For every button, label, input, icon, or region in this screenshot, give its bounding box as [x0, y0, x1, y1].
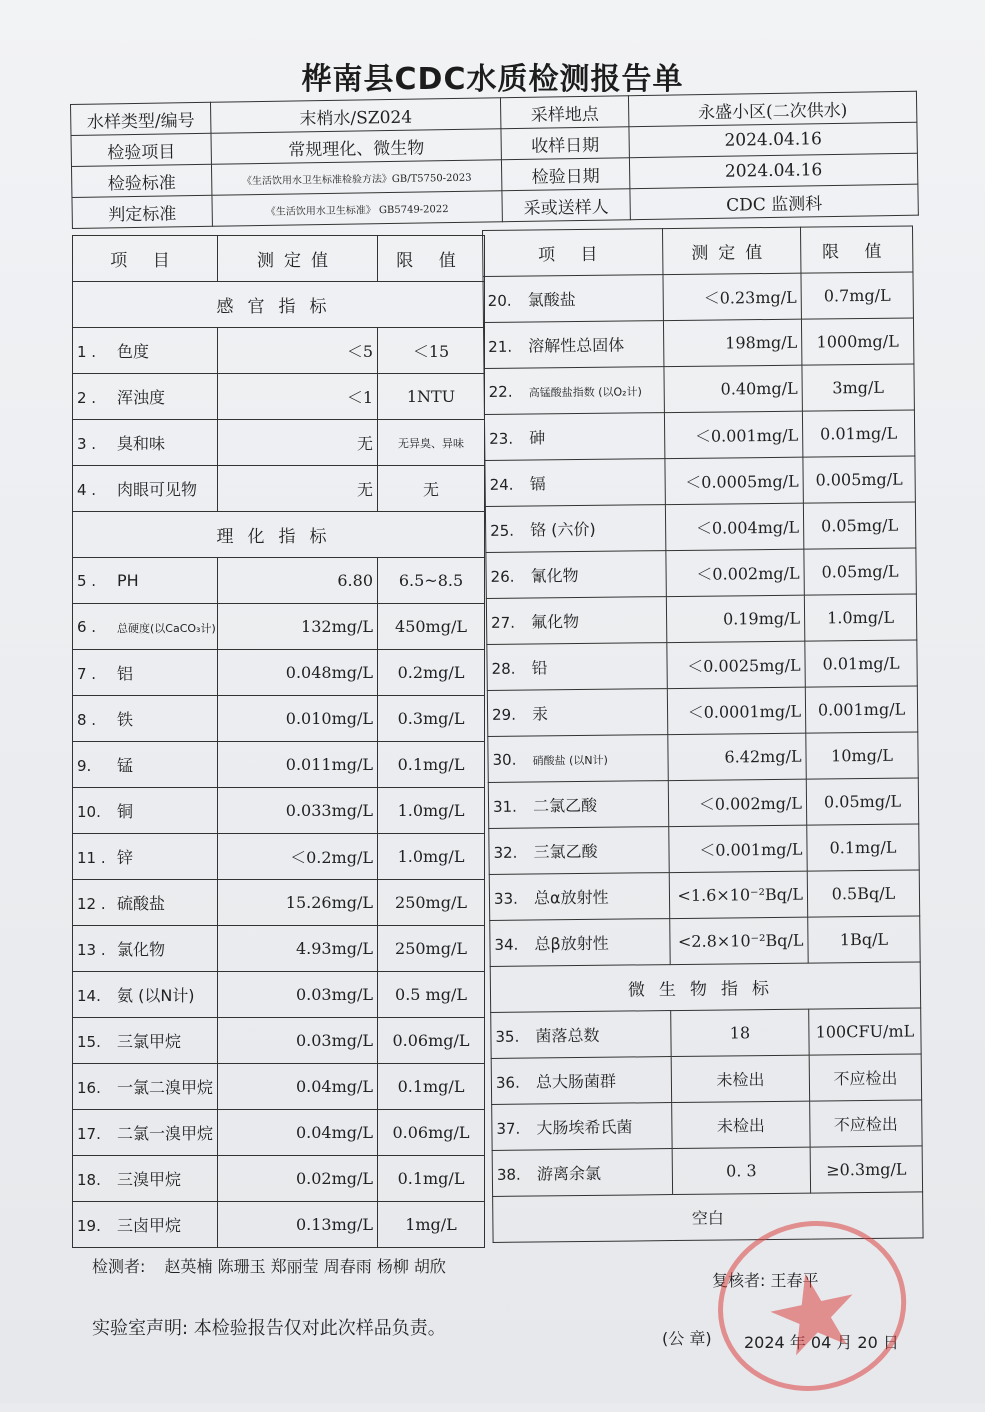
section-micro: 微生物指标 — [490, 962, 920, 1013]
info-label: 检验标准 — [71, 164, 211, 197]
item-cell — [73, 420, 218, 466]
measured-value: 6.80 — [218, 558, 378, 604]
measured-value: 6.42mg/L — [668, 733, 806, 780]
limit-value: 0.01mg/L — [802, 410, 914, 457]
item-number: 38. — [496, 1165, 521, 1184]
measured-value: 0.011mg/L — [218, 742, 378, 788]
item-number: 28. — [491, 659, 516, 678]
limit-value: 10mg/L — [806, 732, 918, 779]
result-row — [73, 788, 485, 834]
measured-value: 18 — [671, 1009, 809, 1056]
item-number: 16. — [77, 1079, 101, 1097]
item-name: 硫酸盐 — [117, 894, 166, 913]
info-label: 检验日期 — [501, 158, 629, 191]
limit-value: 1Bq/L — [808, 916, 920, 963]
result-row — [492, 1100, 922, 1151]
limit-value: 0.1mg/L — [378, 1064, 485, 1110]
limit-value: 0.1mg/L — [378, 742, 485, 788]
item-name: 三氯甲烷 — [117, 1032, 182, 1051]
item-cell — [486, 597, 666, 645]
section-row-micro — [490, 962, 920, 1013]
item-number: 23. — [489, 429, 514, 448]
limit-value: 0.06mg/L — [378, 1018, 485, 1064]
result-row — [73, 696, 485, 742]
info-value: 末梢水/SZ024 — [210, 98, 500, 134]
info-label: 收样日期 — [501, 127, 629, 160]
item-name: 氯酸盐 — [527, 290, 576, 310]
measured-value: 0.04mg/L — [218, 1110, 378, 1156]
lab-statement: 实验室声明: 本检验报告仅对此次样品负责。 — [92, 1318, 446, 1339]
item-name: 臭和味 — [117, 434, 166, 453]
result-row — [73, 328, 485, 374]
limit-value: 0.1mg/L — [378, 1156, 485, 1202]
info-label: 采或送样人 — [502, 189, 630, 222]
item-number: 31. — [492, 797, 517, 816]
limit-value: 450mg/L — [378, 604, 485, 650]
result-row — [484, 410, 914, 461]
item-number: 30. — [492, 750, 517, 769]
item-number: 12 . — [77, 895, 106, 913]
item-name: 肉眼可见物 — [117, 480, 198, 499]
item-cell — [487, 689, 667, 737]
measured-value: ＜0.004mg/L — [665, 503, 803, 550]
item-name: 一氯二溴甲烷 — [117, 1078, 214, 1097]
item-cell — [73, 834, 218, 880]
item-name: 二氯一溴甲烷 — [117, 1124, 214, 1143]
item-cell — [491, 1011, 671, 1059]
measured-value: ＜0.0001mg/L — [667, 687, 805, 734]
limit-value: 无 — [378, 466, 485, 512]
inspectors-label: 检测者: — [92, 1257, 146, 1276]
item-cell — [486, 551, 666, 599]
limit-value: 1000mg/L — [801, 318, 913, 365]
section-row-physchem — [73, 512, 485, 558]
info-value: CDC 监测科 — [630, 184, 918, 220]
item-name: 总硬度(以CaCO₃计) — [117, 622, 216, 635]
limit-value: 0.06mg/L — [378, 1110, 485, 1156]
info-label: 采样地点 — [500, 96, 628, 129]
limit-value: 0.7mg/L — [801, 272, 913, 319]
info-value: 2024.04.16 — [629, 122, 917, 158]
item-name: 色度 — [117, 342, 150, 361]
item-cell — [73, 466, 218, 512]
item-name: 铝 — [117, 664, 134, 683]
column-header-row-right — [483, 226, 913, 277]
info-label: 水样类型/编号 — [71, 102, 211, 135]
measured-value: 0.04mg/L — [218, 1064, 378, 1110]
item-number: 27. — [491, 613, 516, 632]
limit-value: 不应检出 — [809, 1054, 921, 1101]
item-number: 33. — [493, 889, 518, 908]
col-limit-header-right: 限 值 — [800, 226, 912, 273]
measured-value: ＜0.002mg/L — [666, 549, 804, 596]
inspectors-line — [92, 1254, 446, 1277]
item-number: 11 . — [77, 849, 106, 867]
measured-value: 132mg/L — [218, 604, 378, 650]
limit-value: 0.01mg/L — [805, 640, 917, 687]
item-name: 大肠埃希氏菌 — [536, 1117, 633, 1138]
result-row — [486, 594, 916, 645]
measured-value: 198mg/L — [663, 319, 801, 366]
limit-value: 0.05mg/L — [804, 548, 916, 595]
item-number: 17. — [77, 1125, 101, 1143]
result-row — [73, 1064, 485, 1110]
result-row — [487, 686, 917, 737]
item-name: 铁 — [117, 710, 134, 729]
limit-value: 0.001mg/L — [805, 686, 917, 733]
item-name: 镉 — [529, 474, 546, 494]
result-row — [73, 420, 485, 466]
col-item-header-right: 项 目 — [483, 229, 663, 277]
result-row — [491, 1054, 921, 1105]
measured-value: 0.19mg/L — [666, 595, 804, 642]
item-number: 21. — [488, 337, 513, 356]
info-value: 常规理化、微生物 — [211, 129, 501, 165]
result-row — [73, 558, 485, 604]
result-row — [73, 374, 485, 420]
info-label: 检验项目 — [71, 133, 211, 166]
result-row — [484, 364, 914, 415]
item-number: 37. — [496, 1119, 521, 1138]
report-date: 2024 年 04 月 20 日 — [744, 1333, 899, 1352]
info-value: 2024.04.16 — [629, 153, 917, 189]
item-number: 32. — [493, 843, 518, 862]
item-cell — [73, 788, 218, 834]
item-cell — [492, 1149, 672, 1197]
limit-value: 无异臭、异味 — [378, 420, 485, 466]
info-value: 《生活饮用水卫生标准》 GB5749-2022 — [212, 191, 502, 227]
blank-cell: 空白 — [493, 1192, 923, 1243]
item-number: 9. — [77, 757, 92, 775]
item-name: 锰 — [117, 756, 134, 775]
measured-value: 0.048mg/L — [218, 650, 378, 696]
item-number: 26. — [490, 567, 515, 586]
item-name: 氰化物 — [530, 566, 579, 586]
limit-value: 不应检出 — [810, 1100, 922, 1147]
item-name: 三氯乙酸 — [533, 841, 598, 862]
item-name: 铜 — [117, 802, 134, 821]
measured-value: 0. 3 — [672, 1147, 810, 1194]
inspectors-names: 赵英楠 陈珊玉 郑丽莹 周春雨 杨柳 胡欣 — [164, 1257, 446, 1276]
item-cell — [490, 919, 670, 967]
item-cell — [484, 367, 664, 415]
limit-value: 250mg/L — [378, 880, 485, 926]
item-number: 36. — [495, 1073, 520, 1092]
item-cell — [484, 413, 664, 461]
seal-label: (公 章) — [662, 1329, 712, 1348]
item-name: 硝酸盐 (以N计) — [532, 753, 608, 768]
result-row — [73, 1202, 485, 1248]
measured-value: ＜0.0005mg/L — [665, 457, 803, 504]
measured-value: ＜1 — [218, 374, 378, 420]
item-name: 氯化物 — [117, 940, 166, 959]
item-cell — [483, 321, 663, 369]
item-name: 氟化物 — [531, 612, 580, 632]
col-limit-header: 限 值 — [378, 236, 485, 282]
measured-value: 0.03mg/L — [218, 1018, 378, 1064]
result-row — [490, 916, 920, 967]
measured-value: 0.13mg/L — [218, 1202, 378, 1248]
item-number: 20. — [487, 291, 512, 310]
measured-value: ＜0.002mg/L — [668, 779, 806, 826]
result-row — [73, 650, 485, 696]
item-number: 5 . — [77, 572, 97, 590]
measured-value: 0.02mg/L — [218, 1156, 378, 1202]
item-name: 总β放射性 — [534, 933, 609, 954]
results-table-right — [482, 225, 924, 1242]
item-number: 2 . — [77, 389, 97, 407]
result-row — [73, 926, 485, 972]
item-cell — [73, 328, 218, 374]
measured-value: 0.40mg/L — [664, 365, 802, 412]
result-row — [489, 824, 919, 875]
measured-value: ＜0.23mg/L — [663, 273, 801, 320]
item-cell — [73, 374, 218, 420]
item-number: 19. — [77, 1217, 101, 1235]
result-row — [488, 732, 918, 783]
section-row-sensory — [73, 282, 485, 328]
item-number: 13 . — [77, 941, 106, 959]
limit-value: 0.5 mg/L — [378, 972, 485, 1018]
item-name: 二氯乙酸 — [532, 795, 598, 816]
limit-value: 1NTU — [378, 374, 485, 420]
limit-value: 1.0mg/L — [804, 594, 916, 641]
limit-value: 0.005mg/L — [803, 456, 915, 503]
item-number: 35. — [495, 1027, 520, 1046]
result-row — [73, 1156, 485, 1202]
item-number: 24. — [489, 475, 514, 494]
item-name: 三卤甲烷 — [117, 1216, 182, 1235]
measured-value: <2.8×10⁻²Bq/L — [670, 917, 808, 964]
result-row — [73, 742, 485, 788]
item-number: 1 . — [77, 343, 97, 361]
result-row — [487, 640, 917, 691]
item-cell — [73, 972, 218, 1018]
col-measured-header: 测定值 — [218, 236, 378, 282]
limit-value: 0.2mg/L — [378, 650, 485, 696]
item-number: 4 . — [77, 481, 97, 499]
limit-value: ＜15 — [378, 328, 485, 374]
result-row — [483, 272, 913, 323]
result-row — [73, 466, 485, 512]
column-header-row — [73, 236, 485, 282]
item-name: 总α放射性 — [533, 887, 609, 908]
result-row — [73, 1018, 485, 1064]
item-cell — [73, 696, 218, 742]
item-cell — [483, 275, 663, 323]
result-row — [485, 502, 915, 553]
item-cell — [492, 1103, 672, 1151]
limit-value: ≥0.3mg/L — [810, 1146, 922, 1193]
item-number: 22. — [488, 382, 513, 401]
item-number: 10. — [77, 803, 101, 821]
measured-value: ＜0.001mg/L — [669, 825, 807, 872]
item-number: 29. — [491, 705, 517, 724]
reviewer-name: 王春平 — [770, 1271, 819, 1290]
measured-value: 15.26mg/L — [218, 880, 378, 926]
limit-value: 0.3mg/L — [378, 696, 485, 742]
limit-value: 6.5~8.5 — [378, 558, 485, 604]
result-row — [483, 318, 913, 369]
report-title: 桦南县CDC水质检测报告单 — [301, 62, 684, 97]
item-cell — [489, 827, 669, 875]
item-name: 汞 — [531, 704, 549, 724]
result-row — [488, 778, 918, 829]
item-cell — [488, 781, 668, 829]
item-cell — [73, 880, 218, 926]
item-name: 铬 (六价) — [530, 519, 596, 540]
item-cell — [488, 735, 668, 783]
item-name: 溶解性总固体 — [528, 335, 625, 356]
item-name: 菌落总数 — [535, 1025, 600, 1046]
limit-value: 1.0mg/L — [378, 834, 485, 880]
item-number: 14. — [77, 987, 101, 1005]
measured-value: ＜5 — [218, 328, 378, 374]
limit-value: 3mg/L — [802, 364, 914, 411]
measured-value: 0.03mg/L — [218, 972, 378, 1018]
reviewer-label: 复核者: — [712, 1271, 766, 1290]
item-cell — [73, 1064, 218, 1110]
item-number: 6 . — [77, 618, 97, 636]
result-row — [73, 972, 485, 1018]
result-row — [485, 456, 915, 507]
item-cell — [73, 604, 218, 650]
sample-info-table — [70, 91, 919, 229]
measured-value: 4.93mg/L — [218, 926, 378, 972]
result-row — [73, 1110, 485, 1156]
item-number: 34. — [494, 935, 519, 954]
measured-value: ＜0.2mg/L — [218, 834, 378, 880]
item-name: PH — [117, 571, 139, 590]
results-table-left — [72, 235, 485, 1248]
item-name: 锌 — [117, 848, 134, 867]
result-row — [73, 604, 485, 650]
item-cell — [73, 650, 218, 696]
item-number: 15. — [77, 1033, 101, 1051]
item-cell — [73, 1110, 218, 1156]
measured-value: 0.010mg/L — [218, 696, 378, 742]
item-cell — [491, 1057, 671, 1105]
limit-value: 0.1mg/L — [807, 824, 919, 871]
item-cell — [73, 926, 218, 972]
item-cell — [73, 558, 218, 604]
limit-value: 1mg/L — [378, 1202, 485, 1248]
result-row — [73, 834, 485, 880]
item-name: 浑浊度 — [117, 388, 166, 407]
item-cell — [489, 873, 669, 921]
item-name: 游离余氯 — [536, 1163, 601, 1184]
item-name: 铅 — [531, 658, 548, 678]
item-number: 25. — [490, 521, 515, 540]
item-cell — [73, 742, 218, 788]
measured-value: 无 — [218, 466, 378, 512]
measured-value: <1.6×10⁻²Bq/L — [669, 871, 807, 918]
col-item-header: 项 目 — [73, 236, 218, 282]
measured-value: 未检出 — [672, 1101, 810, 1148]
info-value: 《生活饮用水卫生标准检验方法》GB/T5750-2023 — [211, 160, 501, 196]
result-row — [486, 548, 916, 599]
section-sensory: 感官指标 — [73, 282, 485, 328]
item-number: 18. — [77, 1171, 101, 1189]
result-row — [492, 1146, 922, 1197]
item-name: 氨 (以N计) — [117, 986, 195, 1005]
limit-value: 0.5Bq/L — [807, 870, 919, 917]
limit-value: 100CFU/mL — [809, 1008, 921, 1055]
info-value: 永盛小区(二次供水) — [628, 91, 916, 127]
item-name: 总大肠菌群 — [535, 1071, 617, 1092]
limit-value: 250mg/L — [378, 926, 485, 972]
item-cell — [73, 1202, 218, 1248]
measured-value: 无 — [218, 420, 378, 466]
item-number: 7 . — [77, 665, 97, 683]
section-physchem: 理化指标 — [73, 512, 485, 558]
item-number: 3 . — [77, 435, 97, 453]
item-name: 砷 — [529, 428, 546, 448]
item-name: 高锰酸盐指数 (以O₂计) — [528, 385, 642, 400]
info-label: 判定标准 — [72, 195, 212, 228]
result-row — [73, 880, 485, 926]
limit-value: 0.05mg/L — [803, 502, 915, 549]
measured-value: ＜0.001mg/L — [664, 411, 802, 458]
item-cell — [73, 1018, 218, 1064]
item-name: 三溴甲烷 — [117, 1170, 182, 1189]
measured-value: ＜0.0025mg/L — [667, 641, 805, 688]
result-row — [489, 870, 919, 921]
item-cell — [73, 1156, 218, 1202]
result-row — [491, 1008, 921, 1059]
measured-value: 未检出 — [671, 1055, 809, 1102]
item-number: 8 . — [77, 711, 97, 729]
limit-value: 0.05mg/L — [806, 778, 918, 825]
item-cell — [485, 505, 665, 553]
measured-value: 0.033mg/L — [218, 788, 378, 834]
item-cell — [487, 643, 667, 691]
limit-value: 1.0mg/L — [378, 788, 485, 834]
col-measured-header-right: 测定值 — [662, 227, 800, 274]
item-cell — [485, 459, 665, 507]
